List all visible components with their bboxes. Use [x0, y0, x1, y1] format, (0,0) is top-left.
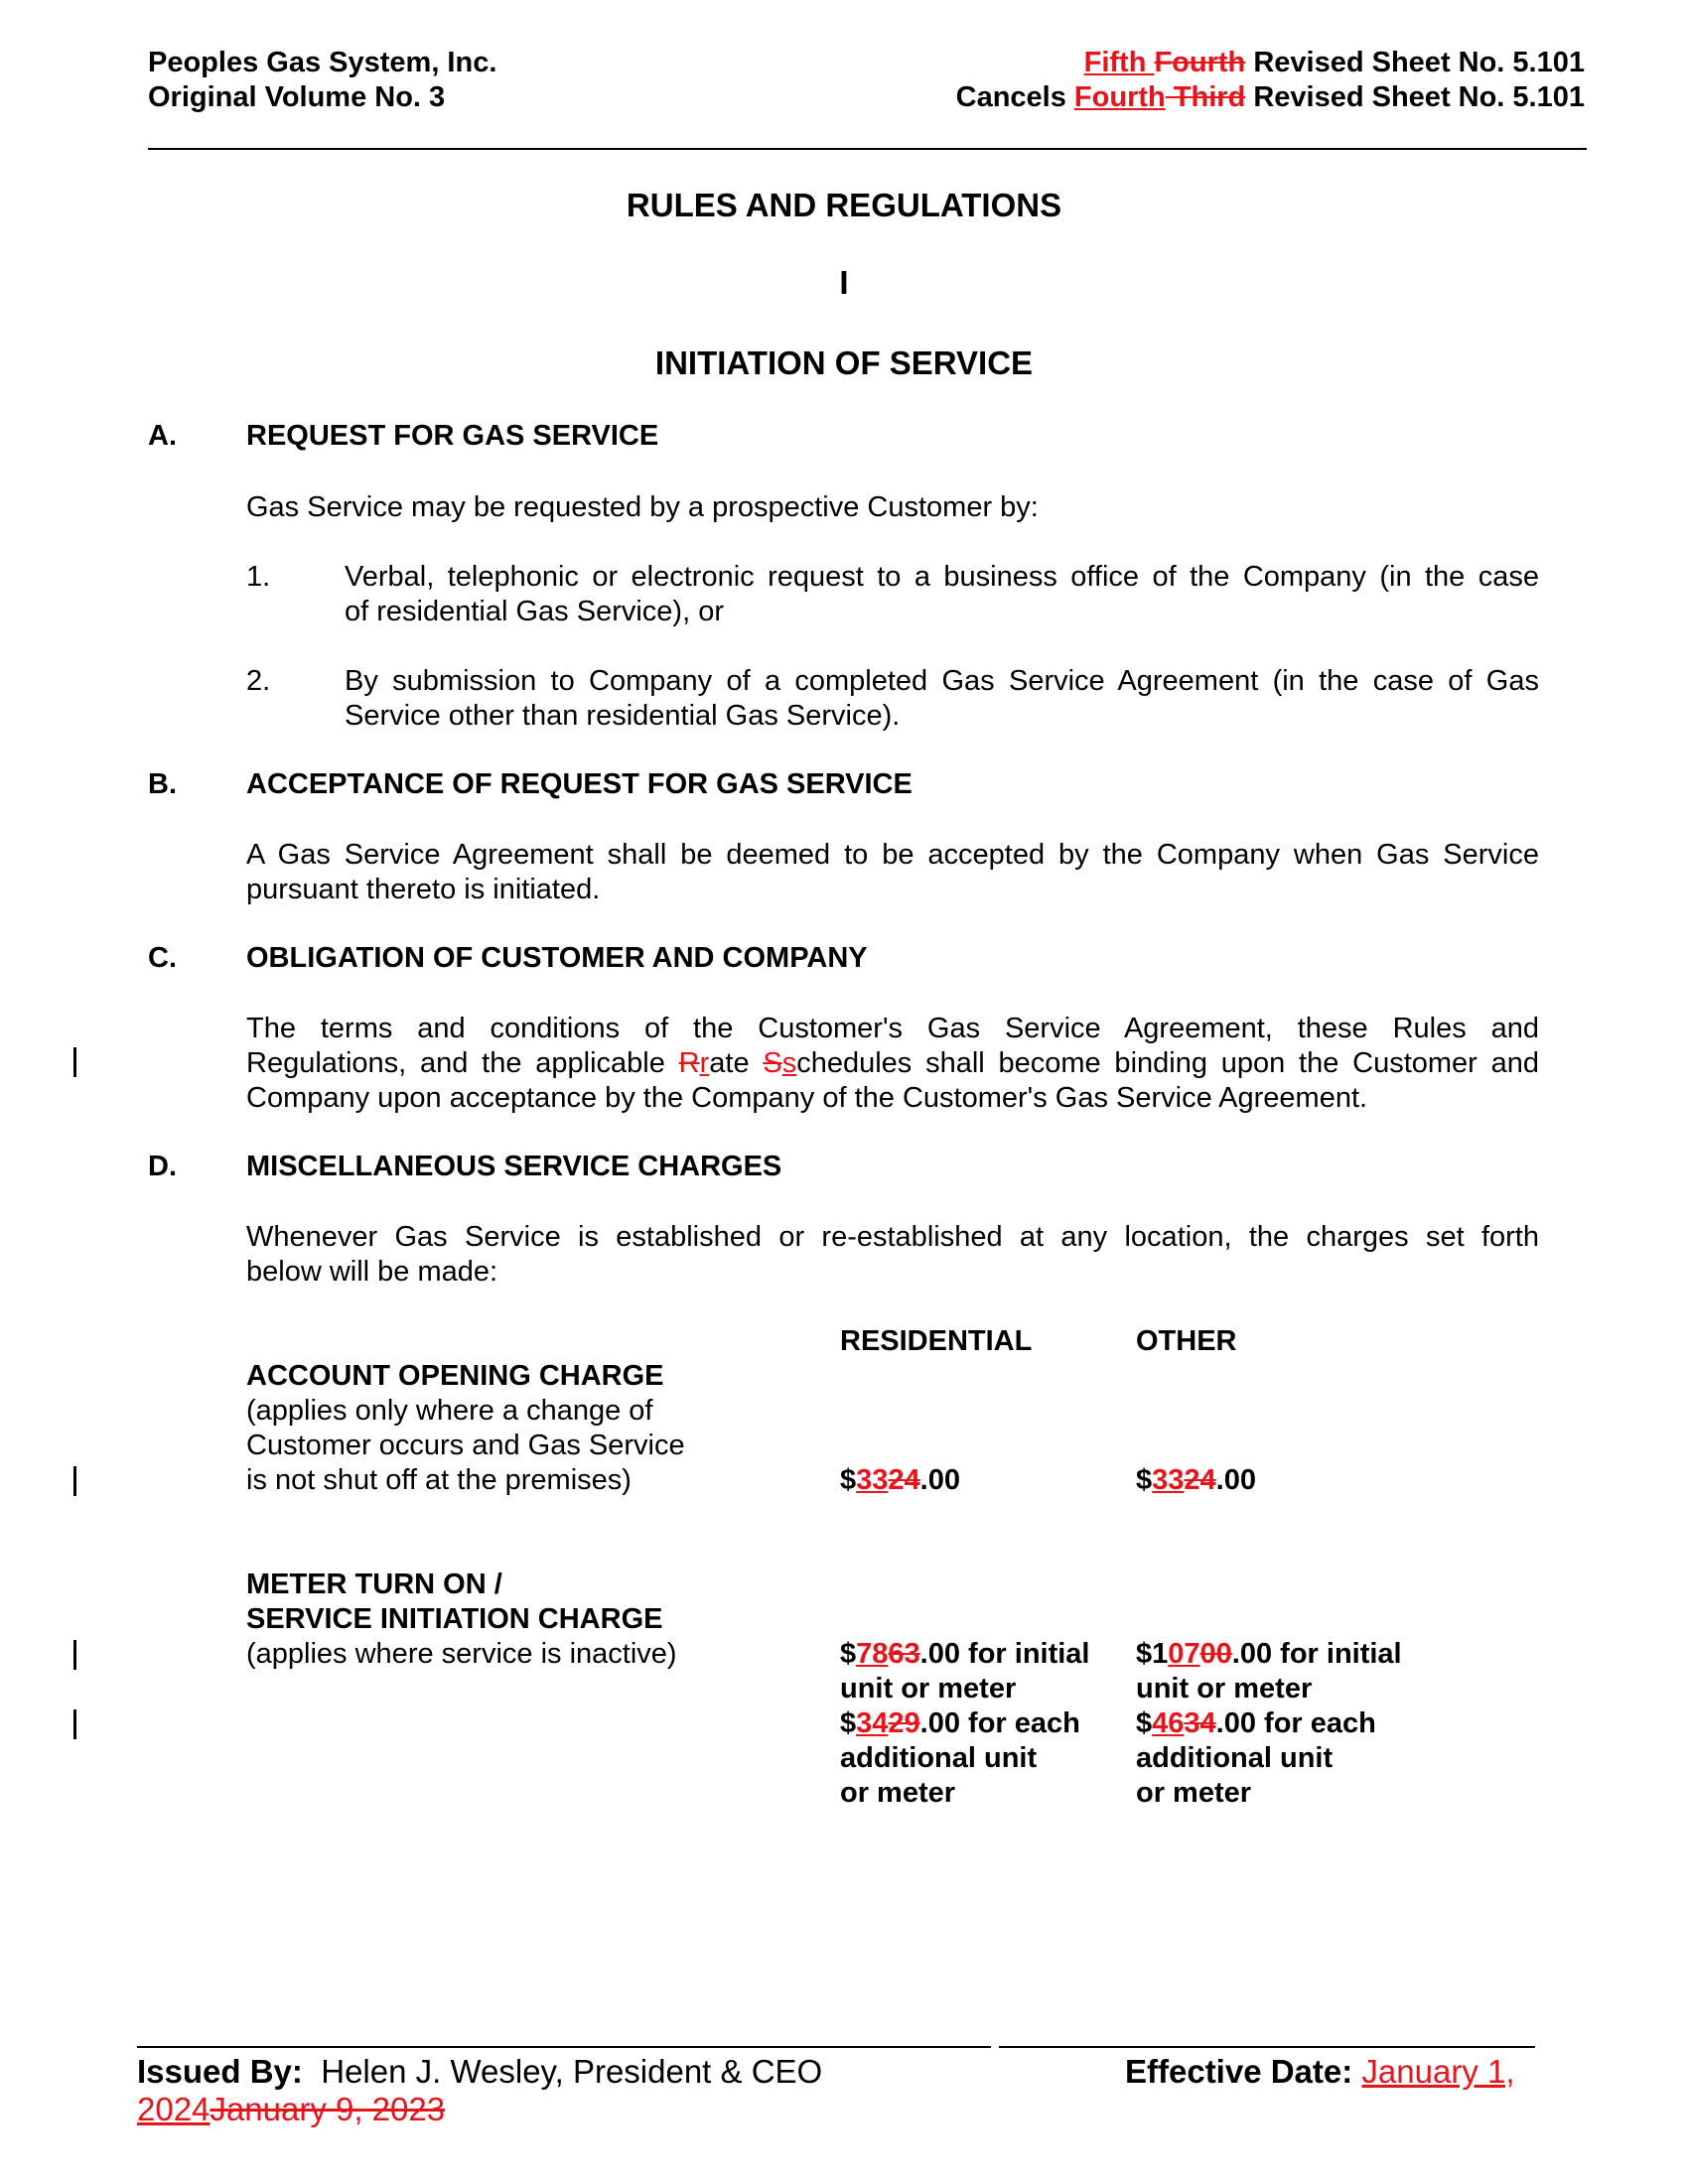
section-a-letter: A.	[148, 420, 177, 452]
account-opening-residential: $3324.00	[840, 1464, 960, 1496]
item-1-text: Verbal, telephonic or electronic request to a business office of the Company (in the case of residential Gas Service), or	[345, 561, 1539, 627]
header-left	[148, 46, 496, 115]
subtitle: INITIATION OF SERVICE	[654, 344, 1034, 381]
issued-label: Issued By:	[137, 2053, 303, 2090]
footer-rule-right	[999, 2046, 1535, 2048]
meter-turn-on-residential: $7863.00 for initial unit or meter $3429.00 for each additional unit or meter	[840, 1638, 1090, 1809]
section-c-text: The terms and conditions of the Customer's Gas Service Agreement, these Rules and Regulations, and the applicable Rrate Sschedules shall become binding upon the Customer and Company upon acceptance by the Company of the Customer's Gas Service Agreement.	[246, 1013, 1539, 1114]
header-rule	[148, 148, 1587, 150]
main-title: RULES AND REGULATIONS	[626, 187, 1062, 223]
issued-name: Helen J. Wesley, President & CEO	[321, 2053, 823, 2090]
change-bar	[73, 1640, 76, 1670]
section-a-intro: Gas Service may be requested by a prospective Customer by:	[246, 491, 1039, 523]
cancels-deletion: Third	[1165, 81, 1246, 113]
footer-rule-left	[137, 2046, 991, 2048]
change-bar	[73, 1709, 76, 1739]
effective-deletion: January 9, 2023	[210, 2091, 446, 2127]
effective-insertion-2: 2024	[137, 2091, 211, 2127]
account-opening-other: $3324.00	[1136, 1464, 1256, 1496]
effective-date	[1125, 2053, 1515, 2091]
meter-turn-on-other: $10700.00 for initial unit or meter $4634.00 for each additional unit or meter	[1136, 1638, 1402, 1809]
effective-insertion-1: January 1,	[1361, 2053, 1515, 2090]
section-b-text: A Gas Service Agreement shall be deemed to be accepted by the Company when Gas Service pursuant thereto is initiated.	[246, 839, 1539, 905]
column-other: OTHER	[1136, 1325, 1237, 1357]
effective-date-continued	[137, 2091, 445, 2128]
company-name: Peoples Gas System, Inc.	[148, 47, 497, 78]
section-b-heading: ACCEPTANCE OF REQUEST FOR GAS SERVICE	[246, 768, 913, 800]
cancels-insertion: Fourth	[1073, 81, 1166, 113]
column-residential: RESIDENTIAL	[840, 1325, 1033, 1357]
section-c-heading: OBLIGATION OF CUSTOMER AND COMPANY	[246, 942, 868, 974]
effective-label: Effective Date:	[1125, 2053, 1353, 2090]
section-a-heading: REQUEST FOR GAS SERVICE	[246, 420, 659, 452]
issued-by	[137, 2053, 822, 2091]
sheet-deletion: Fourth	[1154, 47, 1246, 78]
change-bar	[73, 1466, 76, 1496]
section-b-letter: B.	[148, 768, 177, 800]
section-d-text: Whenever Gas Service is established or re-established at any location, the charges set forth below will be made:	[246, 1221, 1539, 1288]
item-1-number: 1.	[246, 561, 271, 593]
account-opening-label: ACCOUNT OPENING CHARGE (applies only where a change of Customer occurs and Gas Service is not shut off at the premises)	[246, 1360, 685, 1496]
meter-turn-on-label: METER TURN ON / SERVICE INITIATION CHARGE (applies where service is inactive)	[246, 1569, 677, 1670]
item-2-text: By submission to Company of a completed Gas Service Agreement (in the case of Gas Service other than residential Gas Service).	[345, 665, 1539, 732]
section-d-letter: D.	[148, 1151, 177, 1182]
section-c-letter: C.	[148, 942, 177, 974]
change-bar	[73, 1047, 76, 1077]
item-2-number: 2.	[246, 665, 271, 697]
volume-number: Original Volume No. 3	[148, 81, 446, 113]
sheet-insertion: Fifth	[1083, 47, 1155, 78]
header-right	[956, 46, 1585, 115]
section-d-heading: MISCELLANEOUS SERVICE CHARGES	[246, 1151, 782, 1182]
roman-numeral: I	[839, 264, 849, 301]
sheet-number: Fifth Fourth Revised Sheet No. 5.101	[1083, 47, 1585, 78]
cancels-sheet: Cancels Fourth Third Revised Sheet No. 5.101	[955, 81, 1585, 113]
